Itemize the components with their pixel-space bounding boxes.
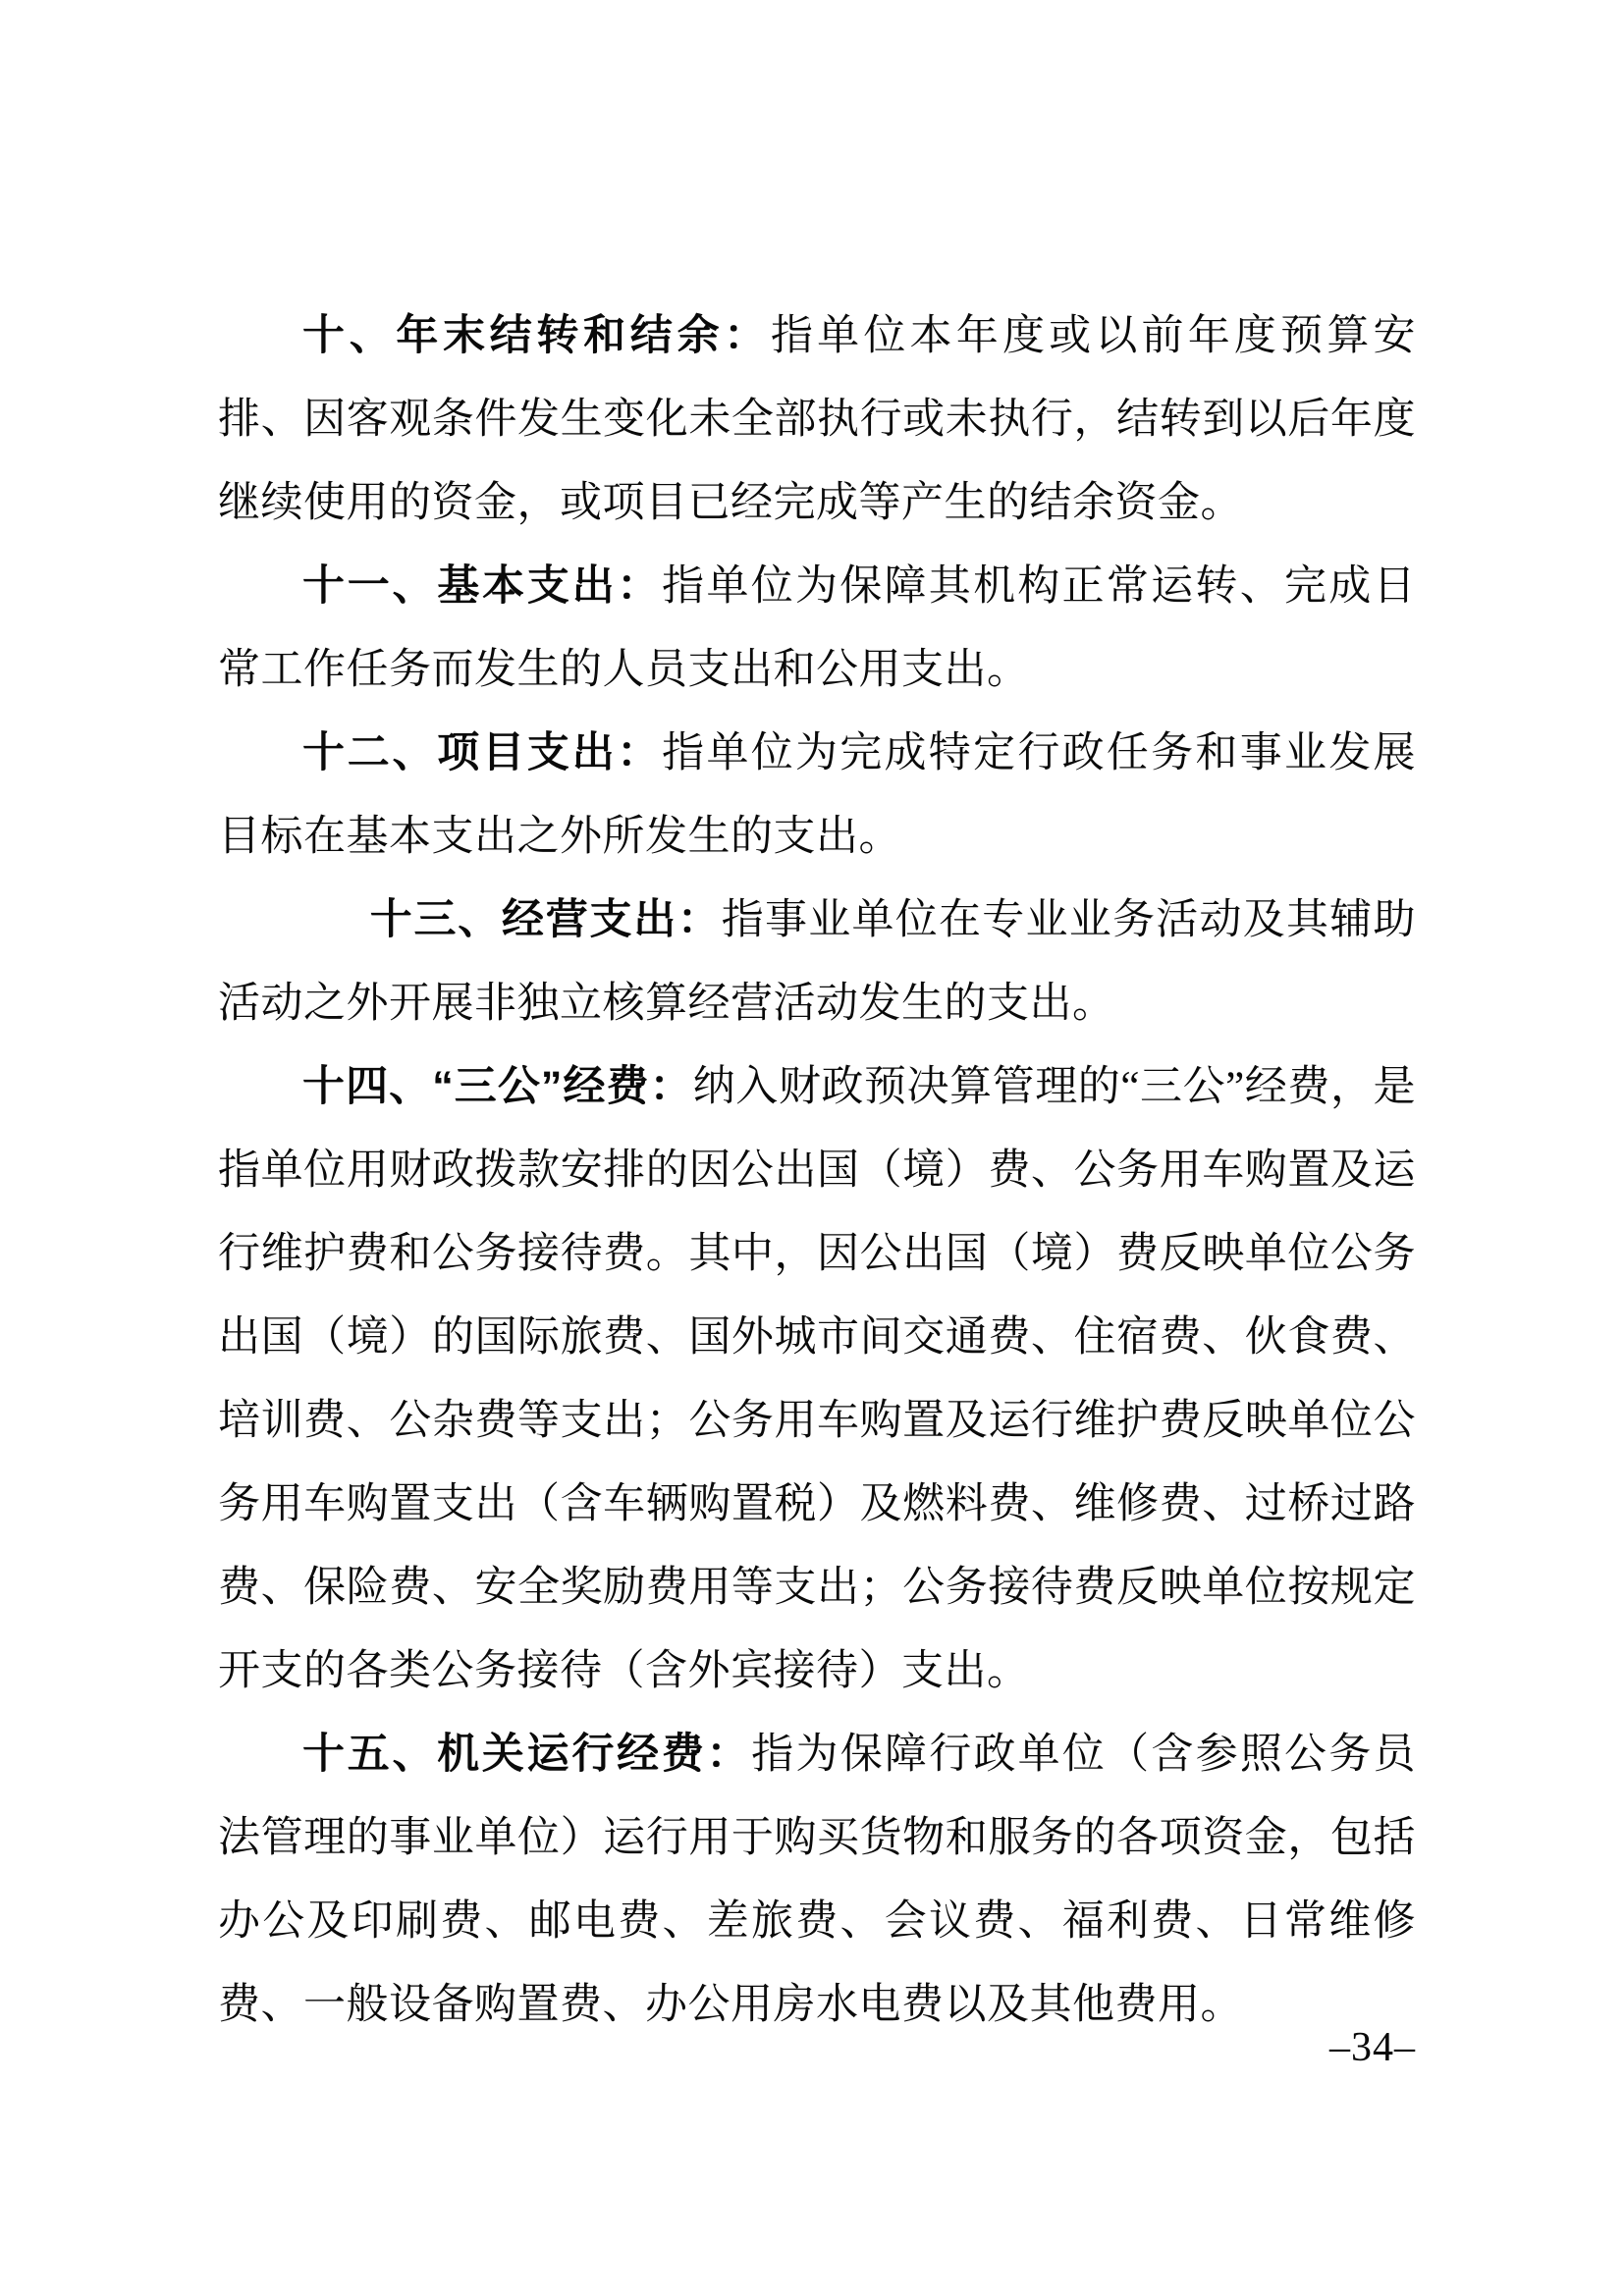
paragraph-project-expenditure-body: 指单位为完成特定行政任务和事业发展目标在基本支出之外所发生的支出。 (218, 730, 1417, 860)
paragraph-year-end-carryover-heading: 十、年末结转和结余： (302, 312, 771, 359)
document-body (218, 294, 1416, 2047)
paragraph-three-public-funds (218, 1045, 1416, 1713)
paragraph-operating-expenditure (218, 879, 1416, 1045)
paragraph-agency-operating-funds-body: 指为保障行政单位（含参照公务员法管理的事业单位）运行用于购买货物和服务的各项资金，包括办公及印刷费、邮电费、差旅费、会议费、福利费、日常维修费、一般设备购置费、办公用房水电费以及其他费用。 (218, 1732, 1417, 2028)
paragraph-basic-expenditure-heading: 十一、基本支出： (302, 562, 663, 610)
paragraph-year-end-carryover-body: 指单位本年度或以前年度预算安排、因客观条件发生变化未全部执行或未执行，结转到以后年度继续使用的资金，或项目已经完成等产生的结余资金。 (218, 313, 1417, 526)
page-number: –34– (1329, 2025, 1416, 2070)
paragraph-project-expenditure (218, 712, 1416, 879)
paragraph-three-public-funds-body: 纳入财政预决算管理的“三公”经费，是指单位用财政拨款安排的因公出国（境）费、公务用车购置及运行维护费和公务接待费。其中，因公出国（境）费反映单位公务出国（境）的国际旅费、国外城市间交通费、住宿费、伙食费、培训费、公杂费等支出；公务用车购置及运行维护费反映单位公务用车购置支出（含车辆购置税）及燃料费、维修费、过桥过路费、保险费、安全奖励费用等支出；公务接待费反映单位按规定开支的各类公务接待（含外宾接待）支出。 (218, 1064, 1417, 1694)
paragraph-operating-expenditure-body: 指事业单位在专业业务活动及其辅助活动之外开展非独立核算经营活动发生的支出。 (218, 897, 1417, 1027)
paragraph-project-expenditure-heading: 十二、项目支出： (302, 729, 663, 776)
paragraph-agency-operating-funds-heading: 十五、机关运行经费： (302, 1731, 752, 1778)
paragraph-operating-expenditure-heading: 十三、经营支出： (369, 896, 722, 943)
paragraph-three-public-funds-heading: 十四、“三公”经费： (302, 1063, 693, 1110)
paragraph-basic-expenditure-body: 指单位为保障其机构正常运转、完成日常工作任务而发生的人员支出和公用支出。 (218, 563, 1417, 693)
paragraph-year-end-carryover (218, 294, 1416, 545)
paragraph-agency-operating-funds (218, 1713, 1416, 2047)
paragraph-basic-expenditure (218, 545, 1416, 712)
